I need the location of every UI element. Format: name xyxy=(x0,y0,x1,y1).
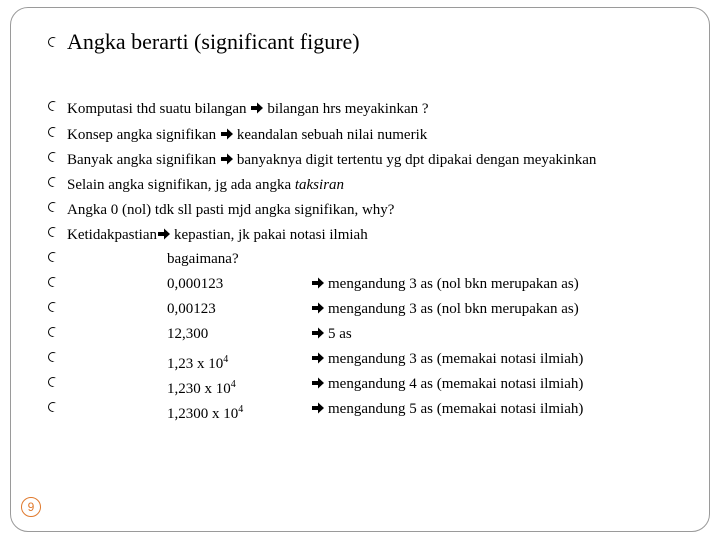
example-row xyxy=(48,275,688,294)
bullet-icon xyxy=(48,400,67,415)
arrow-right-icon xyxy=(311,351,325,365)
example-desc xyxy=(311,325,352,344)
bullet-icon xyxy=(48,200,67,215)
list-item xyxy=(48,225,368,245)
example-row xyxy=(48,325,688,344)
bullet-icon xyxy=(48,225,67,240)
arrow-right-icon xyxy=(311,376,325,390)
item-text: Ketidakpastian xyxy=(67,227,157,243)
desc-text: mengandung 3 as (nol bkn merupakan as) xyxy=(328,276,579,292)
value-base: 1,230 x 10 xyxy=(167,381,231,397)
desc-text: mengandung 3 as (memakai notasi ilmiah) xyxy=(328,351,584,367)
example-desc xyxy=(311,400,583,419)
bullet-icon xyxy=(48,275,67,290)
bullet-icon xyxy=(48,150,67,165)
bullet-icon xyxy=(48,325,67,340)
bullet-icon xyxy=(48,350,67,365)
arrow-right-icon xyxy=(250,101,264,115)
arrow-right-icon xyxy=(311,276,325,290)
desc-text: mengandung 4 as (memakai notasi ilmiah) xyxy=(328,376,584,392)
list-item xyxy=(48,150,596,170)
list-item xyxy=(48,99,429,119)
bullet-icon xyxy=(48,99,67,114)
desc-text: mengandung 5 as (memakai notasi ilmiah) xyxy=(328,401,584,417)
example-value: 0,00123 xyxy=(167,301,216,317)
example-value: 0,000123 xyxy=(167,276,224,292)
item-text: Konsep angka signifikan xyxy=(67,127,217,143)
item-text: Angka 0 (nol) tdk sll pasti mjd angka signifikan, why? xyxy=(67,202,395,218)
value-base: 1,23 x 10 xyxy=(167,356,224,372)
item-text: Selain angka signifikan, jg ada angka xyxy=(67,177,295,193)
example-desc xyxy=(311,375,583,394)
example-value: 12,300 xyxy=(167,326,209,342)
arrow-right-icon xyxy=(311,301,325,315)
arrow-right-icon xyxy=(157,227,171,241)
list-item xyxy=(48,200,394,220)
desc-text: 5 as xyxy=(328,326,352,342)
bullet-icon xyxy=(48,35,67,50)
list-item xyxy=(48,175,344,195)
value-exponent: 4 xyxy=(238,404,244,415)
item-emphasis: taksiran xyxy=(294,177,345,193)
example-row xyxy=(48,375,688,397)
bullet-icon xyxy=(48,300,67,315)
list-item xyxy=(48,125,427,145)
page-number: 9 xyxy=(21,497,41,517)
example-value xyxy=(167,350,228,374)
bullet-icon xyxy=(48,375,67,390)
item-text: bilangan hrs meyakinkan ? xyxy=(267,101,429,117)
example-row xyxy=(48,350,688,372)
item-text: keandalan sebuah nilai numerik xyxy=(236,127,428,143)
example-desc xyxy=(311,300,579,319)
desc-text: mengandung 3 as (nol bkn merupakan as) xyxy=(328,301,579,317)
example-desc xyxy=(311,350,583,369)
list-item xyxy=(48,250,688,269)
question-text: bagaimana? xyxy=(167,251,239,267)
arrow-right-icon xyxy=(311,326,325,340)
value-exponent: 4 xyxy=(223,354,229,365)
example-row xyxy=(48,400,688,422)
arrow-right-icon xyxy=(220,152,234,166)
example-row xyxy=(48,300,688,319)
item-text: kepastian, jk pakai notasi ilmiah xyxy=(173,227,368,243)
item-text: banyaknya digit tertentu yg dpt dipakai dengan meyakinkan xyxy=(236,152,597,168)
bullet-icon xyxy=(48,175,67,190)
bullet-icon xyxy=(48,250,67,265)
arrow-right-icon xyxy=(311,401,325,415)
example-value xyxy=(167,375,236,399)
example-desc xyxy=(311,275,579,294)
example-value xyxy=(167,400,243,424)
slide-title xyxy=(48,29,360,55)
bullet-icon xyxy=(48,125,67,140)
arrow-right-icon xyxy=(220,127,234,141)
slide-frame xyxy=(10,7,710,532)
item-text: Banyak angka signifikan xyxy=(67,152,217,168)
title-text: Angka berarti (significant figure) xyxy=(67,29,360,54)
value-base: 1,2300 x 10 xyxy=(167,406,239,422)
item-text: Komputasi thd suatu bilangan xyxy=(67,101,247,117)
value-exponent: 4 xyxy=(230,379,236,390)
